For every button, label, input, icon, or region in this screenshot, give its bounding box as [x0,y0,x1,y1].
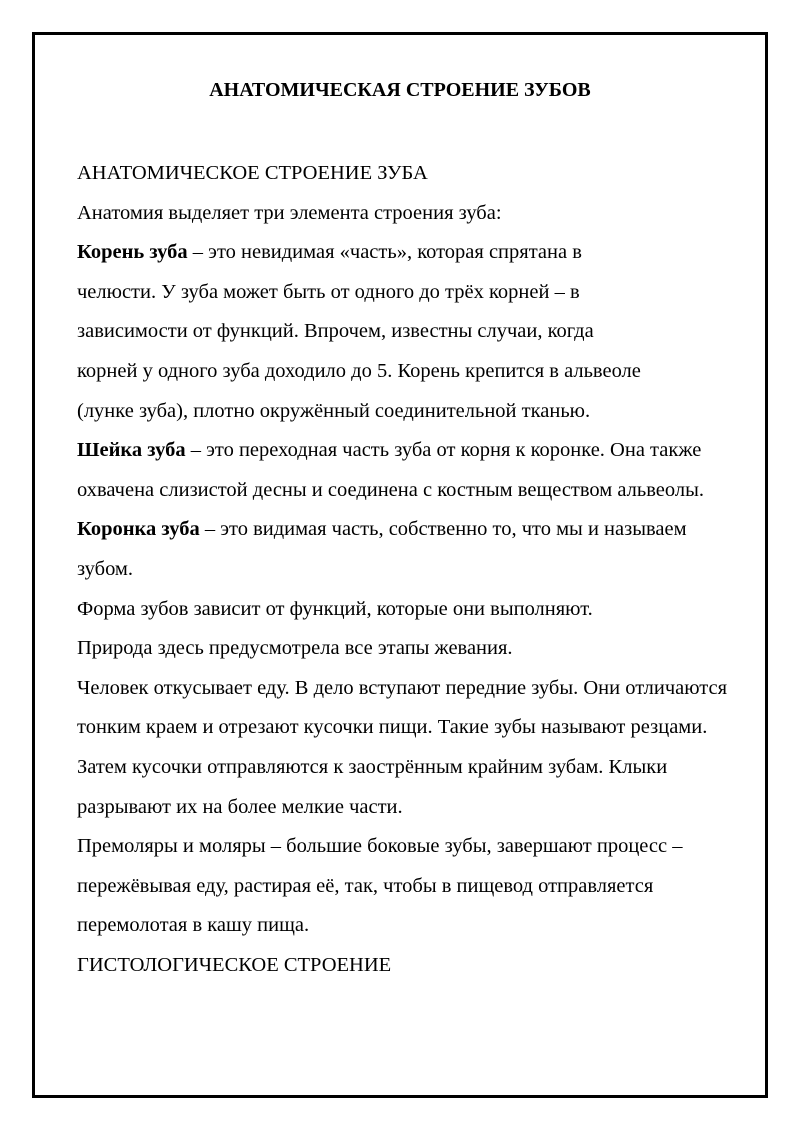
paragraph-canines: Затем кусочки отправляются к заострённым крайним зубам. Клыки разрывают их на более мелкие части. [77,755,668,818]
paragraph-form: Форма зубов зависит от функций, которые они выполняют. Природа здесь предусмотрела все этапы жевания. [77,597,593,660]
final-heading: ГИСТОЛОГИЧЕСКОЕ СТРОЕНИЕ [77,953,392,976]
term-root: Корень зуба [77,241,188,264]
neck-paragraph [77,431,737,510]
crown-paragraph [77,510,737,589]
section-heading: АНАТОМИЧЕСКОЕ СТРОЕНИЕ ЗУБА [77,162,428,184]
paragraph-incisors: Человек откусывает еду. В дело вступают передние зубы. Они отличаются тонким краем и отрезают кусочки пищи. Такие зубы называют резцами. [77,676,728,739]
document-body [77,154,737,985]
root-text: – это невидимая «часть», которая спрятана в челюсти. У зуба может быть от одного до трёх корней – в зависимости от функций. Впрочем, известны случаи, когда корней у одного зуба доходило до 5. Корень крепится в альвеоле (лунке зуба), плотно окружённый соединительной тканью. [77,241,641,422]
document-title: АНАТОМИЧЕСКАЯ СТРОЕНИЕ ЗУБОВ [209,79,591,101]
neck-text: – это переходная часть зуба от корня к коронке. Она также охвачена слизистой десны и соединена с костным веществом альвеолы. [77,439,705,501]
paragraph-molars: Премоляры и моляры – большие боковые зубы, завершают процесс – пережёвывая еду, растирая её, так, чтобы в пищевод отправляется перемолотая в кашу пища. [77,835,683,937]
crown-text: – это видимая часть, собственно то, что мы и называем зубом. [77,518,687,580]
intro-paragraph: Анатомия выделяет три элемента строения зуба: [77,201,502,224]
root-paragraph [77,233,652,431]
term-crown: Коронка зуба [77,518,200,541]
term-neck: Шейка зуба [77,439,186,462]
